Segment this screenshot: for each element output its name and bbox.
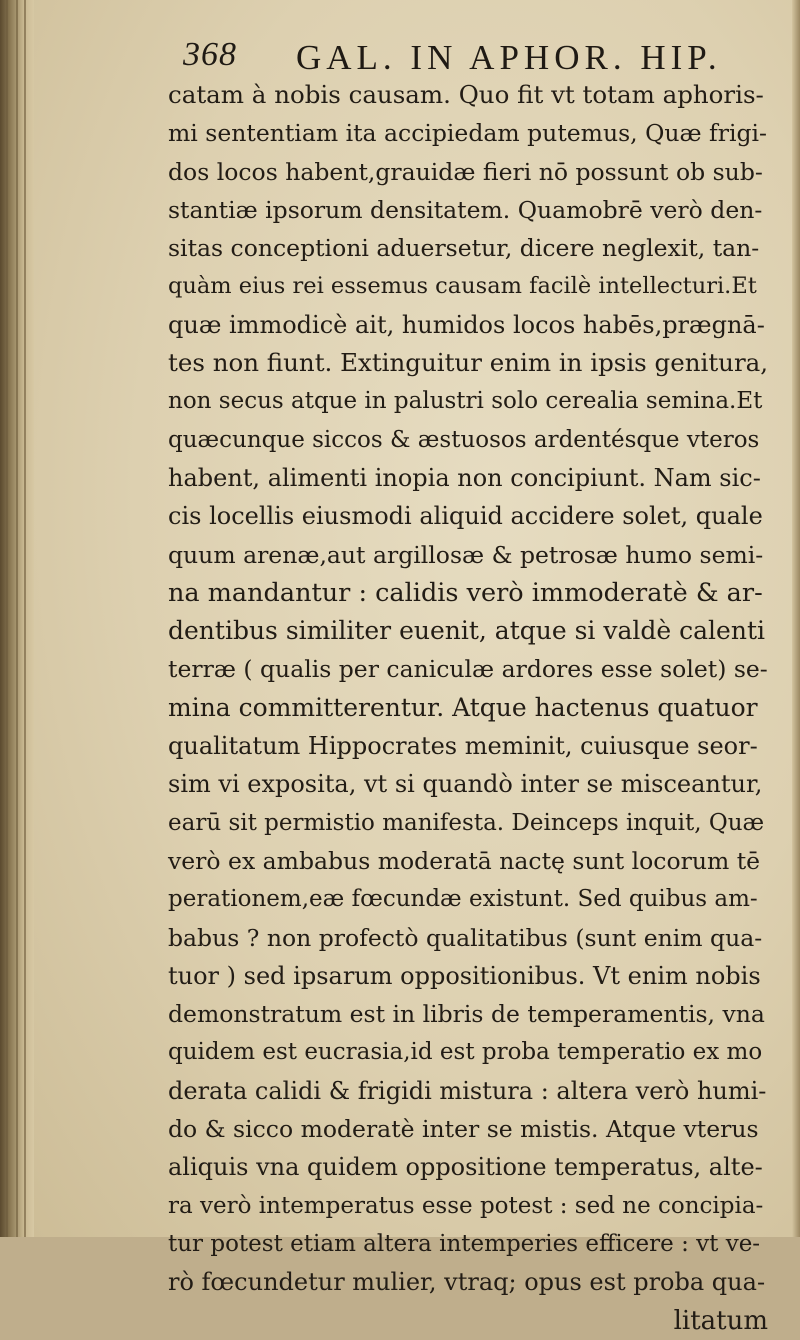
text-line: sitas conceptioni aduersetur, dicere neglexit, tan-	[168, 234, 760, 263]
text-line: terræ ( qualis per caniculæ ardores esse solet) se-	[168, 655, 768, 684]
text-line: demonstratum est in libris de temperamentis, vna	[168, 1000, 765, 1029]
text-line: qualitatum Hippocrates meminit, cuiusque seor-	[168, 732, 758, 761]
binding-crease	[6, 0, 8, 1237]
text-line: tuor ) sed ipsarum oppositionibus. Vt enim nobis	[168, 961, 761, 990]
text-line: do & sicco moderatè inter se mistis. Atque vterus	[168, 1115, 759, 1144]
text-line: earū sit permistio manifesta. Deinceps inquit, Quæ	[168, 809, 765, 836]
text-line: rò fœcundetur mulier, vtraq; opus est proba qua-	[168, 1268, 766, 1297]
running-head: GAL. IN APHOR. HIP.	[296, 38, 722, 77]
text-line: quæcunque siccos & æstuosos ardentésque vteros	[168, 426, 760, 453]
text-line: quàm eius rei essemus causam facilè intellecturi.Et	[168, 273, 757, 300]
page-number: 368	[183, 36, 237, 73]
text-line: quidem est eucrasia,id est proba temperatio ex mo	[168, 1039, 763, 1066]
text-line: cis locellis eiusmodi aliquid accidere solet, quale	[168, 502, 763, 531]
text-line: catam à nobis causam. Quo fit vt totam aphoris-	[168, 80, 764, 109]
text-line: perationem,eæ fœcundæ existunt. Sed quibus am-	[168, 886, 758, 913]
text-line: quum arenæ,aut argillosæ & petrosæ humo semi-	[168, 540, 764, 569]
text-line: non secus atque in palustri solo cerealia semina.Et	[168, 388, 763, 415]
text-line: na mandantur : calidis verò immoderatè & ar-	[168, 577, 763, 608]
page-header	[0, 36, 800, 80]
text-line: mi sententiam ita accipiedam putemus, Quæ frigi-	[168, 119, 767, 148]
book-binding-shadow	[0, 0, 34, 1237]
binding-crease	[16, 0, 18, 1237]
text-line: sim vi exposita, vt si quandò inter se misceantur,	[168, 770, 763, 799]
text-line: mina committerentur. Atque hactenus quatuor	[168, 692, 758, 722]
body-text	[168, 76, 768, 1340]
text-line: aliquis vna quidem oppositione temperatus, alte-	[168, 1153, 763, 1182]
text-line: habent, alimenti inopia non concipiunt. Nam sic-	[168, 463, 761, 492]
text-line: verò ex ambabus moderatā nactę sunt locorum tē	[168, 846, 761, 875]
text-line: derata calidi & frigidi mistura : altera verò humi-	[168, 1076, 767, 1105]
page-edge	[792, 0, 800, 1237]
binding-crease	[24, 0, 26, 1237]
text-line: quæ immodicè ait, humidos locos habēs,prægnā-	[168, 310, 765, 339]
catchword-line: litatum	[673, 1305, 768, 1336]
text-line: stantiæ ipsorum densitatem. Quamobrē verò den-	[168, 195, 763, 224]
text-line: tur potest etiam altera intemperies efficere : vt ve-	[168, 1230, 761, 1257]
text-line: babus ? non profectò qualitatibus (sunt enim qua-	[168, 923, 763, 952]
text-line: dos locos habent,grauidæ fieri nō possunt ob sub-	[168, 157, 763, 186]
text-line: ra verò intemperatus esse potest : sed ne concipia-	[168, 1192, 764, 1219]
text-line: dentibus similiter euenit, atque si valdè calenti	[168, 616, 765, 646]
text-line: tes non fiunt. Extinguitur enim in ipsis genitura,	[168, 348, 769, 378]
